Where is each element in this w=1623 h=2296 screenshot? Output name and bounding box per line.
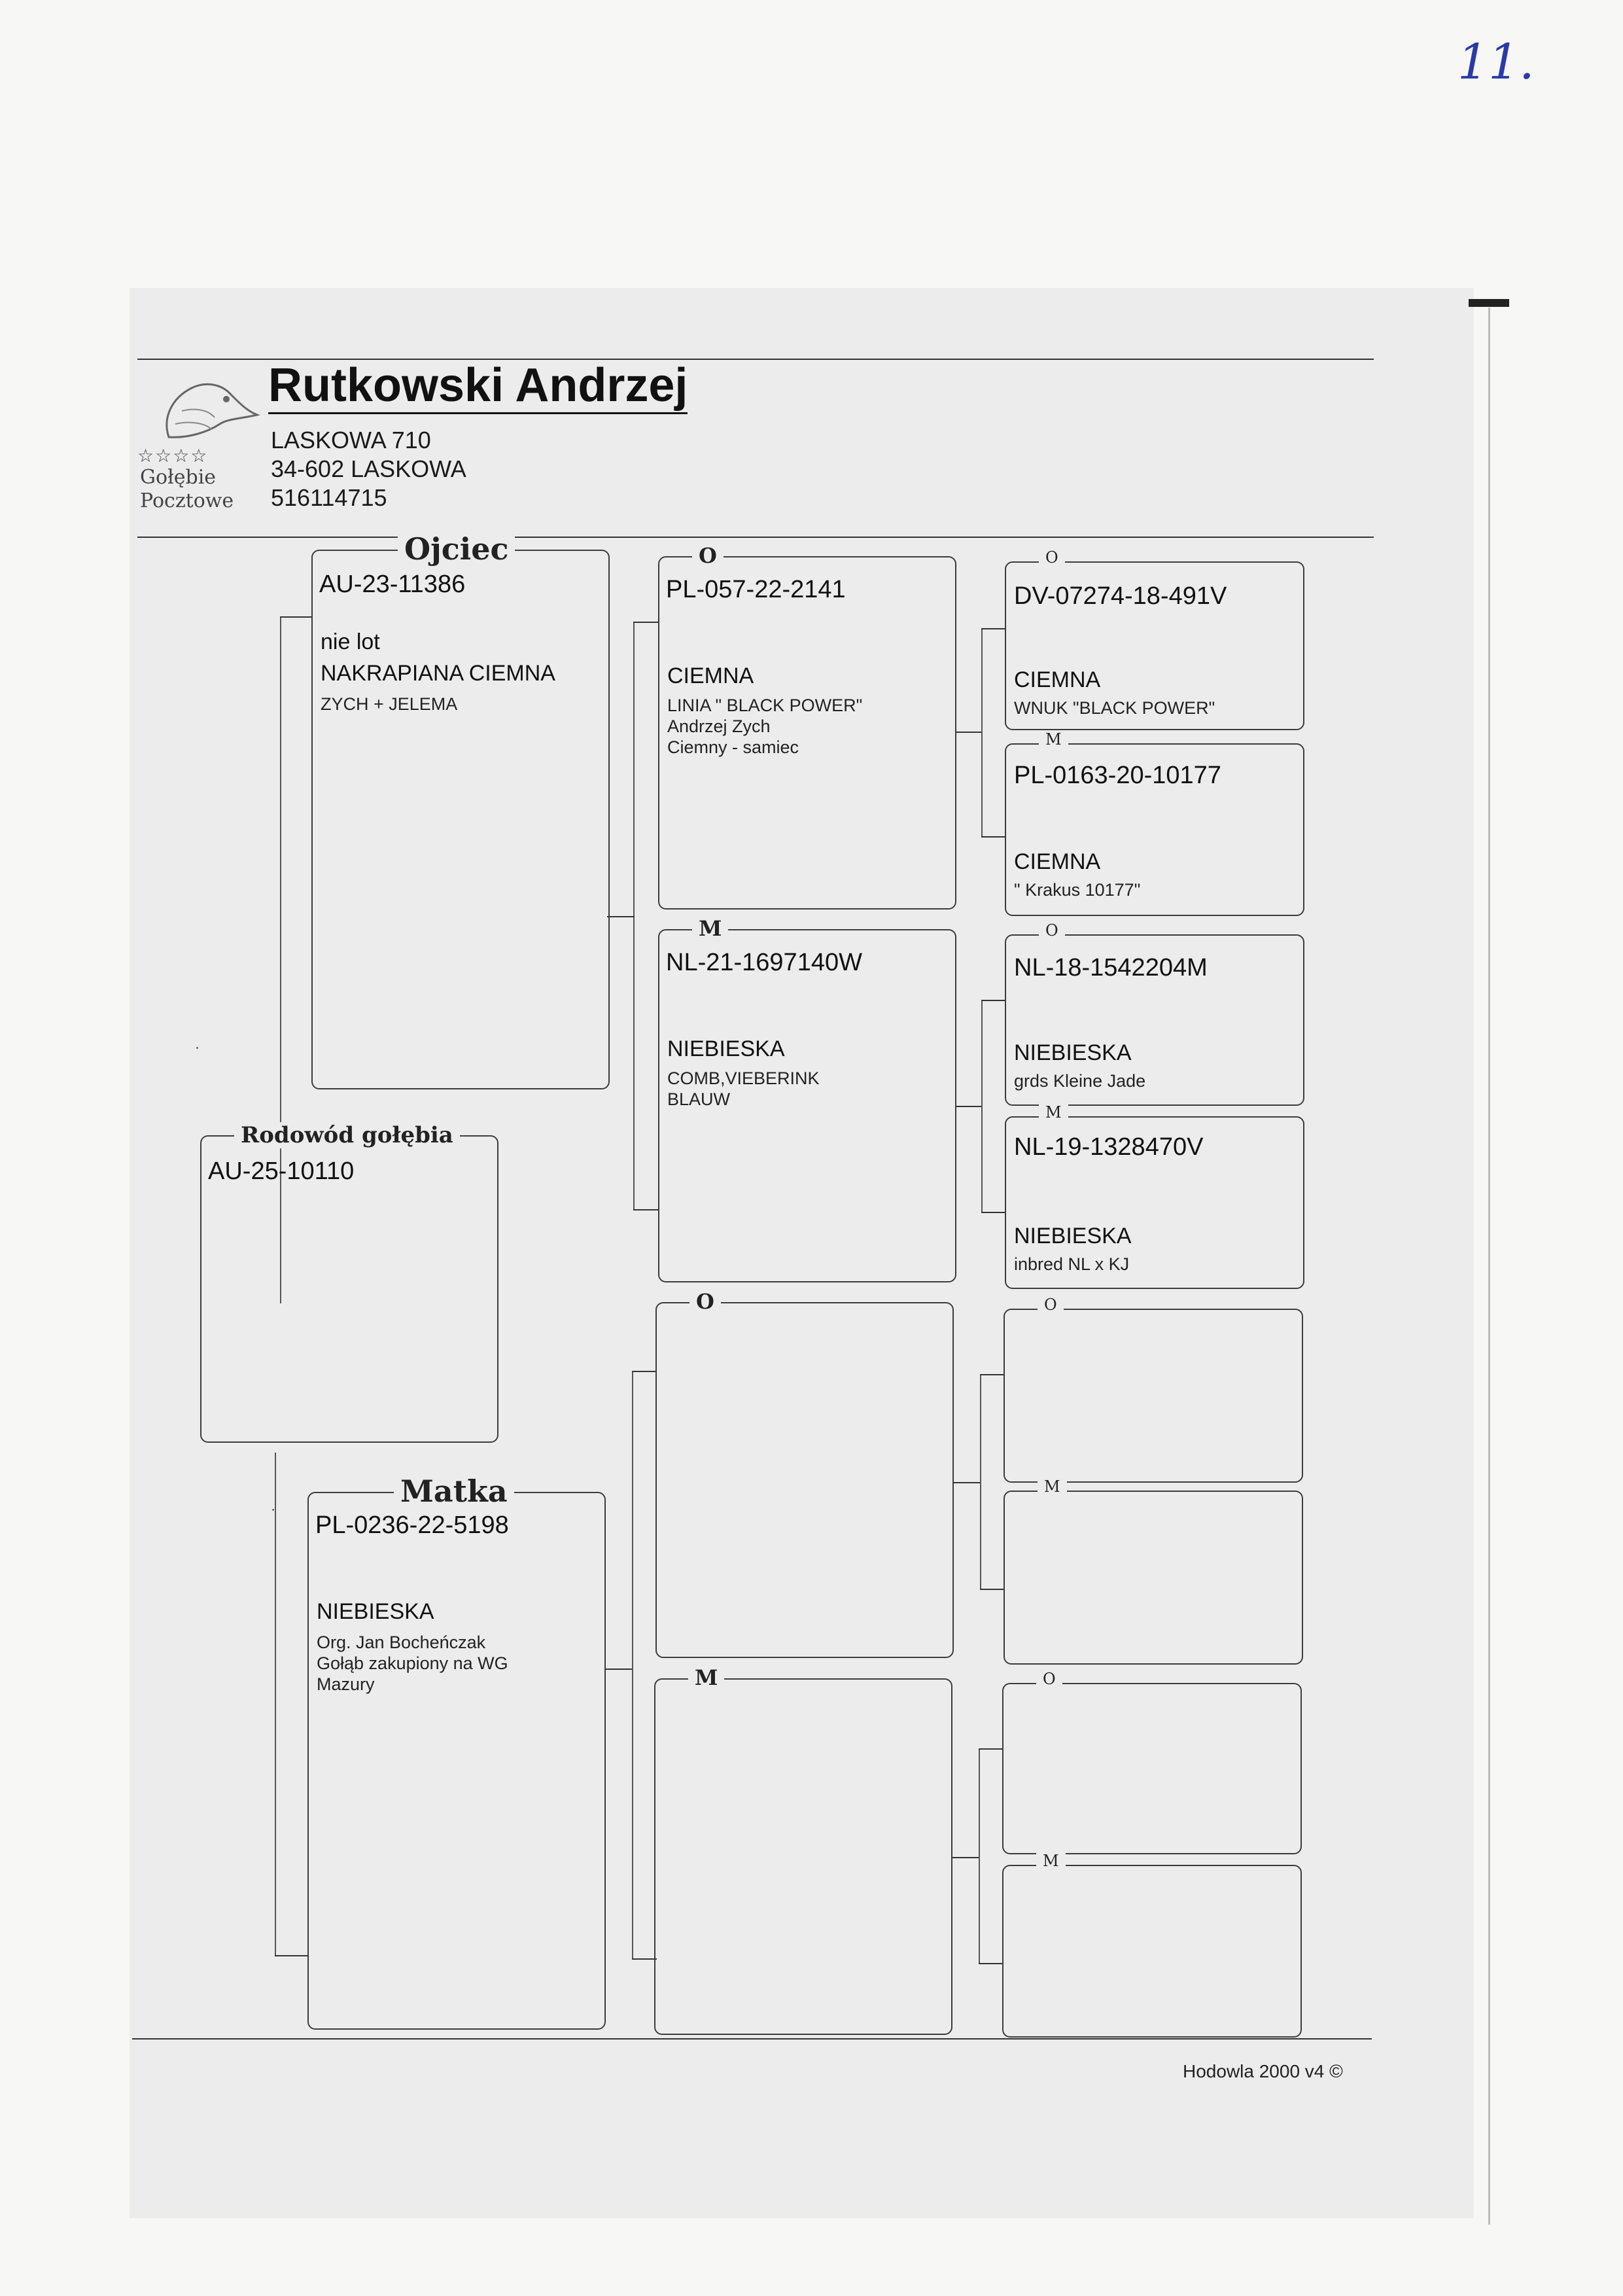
great-grandparent-box-1: [1005, 548, 1304, 730]
great-grandparent-box-5: [1003, 1296, 1303, 1483]
grandparent-box-2-label: M: [692, 916, 728, 941]
grandparent-2-color: NIEBIESKA: [667, 1036, 785, 1061]
great-grandparent-1-ring-number: DV-07274-18-491V: [1014, 582, 1227, 610]
great-grandparent-4-ring-number: NL-19-1328470V: [1014, 1133, 1204, 1161]
grandparent-box-3: [655, 1289, 954, 1658]
great-grandparent-1-notes: WNUK "BLACK POWER": [1014, 698, 1215, 718]
father-box-label: Ojciec: [398, 531, 515, 567]
logo-text-line2: Pocztowe: [140, 489, 234, 512]
footer-rule: [132, 2038, 1372, 2040]
great-grandparent-4-notes: inbred NL x KJ: [1014, 1254, 1130, 1274]
grandparent-1-color: CIEMNA: [667, 663, 754, 688]
scan-speck: [196, 1047, 198, 1049]
grandparent-box-2: [658, 916, 956, 1282]
page-edge-mark: [1469, 299, 1509, 307]
mother-notes: Org. Jan Bocheńczak Gołąb zakupiony na WG Mazury: [317, 1633, 508, 1694]
father-notes: ZYCH + JELEMA: [321, 694, 458, 714]
great-grandparent-3-ring-number: NL-18-1542204M: [1014, 954, 1208, 981]
father-box: [311, 531, 610, 1089]
great-grandparent-2-ring-number: PL-0163-20-10177: [1014, 762, 1221, 789]
grandparent-1-ring-number: PL-057-22-2141: [666, 576, 846, 603]
great-grandparent-box-5-label: O: [1038, 1296, 1064, 1314]
handwritten-page-number: 11.: [1457, 34, 1535, 90]
great-grandparent-box-3: [1005, 921, 1304, 1106]
breeder-name: Rutkowski Andrzej: [268, 359, 688, 414]
subject-box: [200, 1122, 498, 1443]
grandparent-box-4: [654, 1665, 952, 2035]
great-grandparent-box-7-label: O: [1036, 1670, 1062, 1688]
great-grandparent-3-color: NIEBIESKA: [1014, 1040, 1132, 1065]
mother-box-label: Matka: [394, 1474, 514, 1509]
great-grandparent-1-color: CIEMNA: [1014, 667, 1101, 692]
great-grandparent-2-color: CIEMNA: [1014, 849, 1101, 874]
great-grandparent-box-6-label: M: [1038, 1477, 1067, 1496]
header-bottom-rule: [137, 537, 1374, 538]
great-grandparent-2-notes: " Krakus 10177": [1014, 880, 1141, 900]
grandparent-1-notes: LINIA " BLACK POWER" Andrzej Zych Ciemny - samiec: [667, 696, 863, 757]
grandparent-box-1: [658, 543, 956, 910]
mother-box: [307, 1474, 606, 2030]
mother-color: NIEBIESKA: [317, 1599, 434, 1624]
subject-box-label: Rodowód gołębia: [234, 1122, 460, 1148]
mother-ring-number: PL-0236-22-5198: [315, 1511, 509, 1539]
great-grandparent-box-4: [1005, 1103, 1304, 1289]
breeder-address-line1: LASKOWA 710: [271, 427, 431, 453]
great-grandparent-4-color: NIEBIESKA: [1014, 1224, 1132, 1248]
grandparent-2-ring-number: NL-21-1697140W: [666, 949, 862, 976]
logo-stars: ☆☆☆☆: [137, 446, 209, 466]
great-grandparent-3-notes: grds Kleine Jade: [1014, 1071, 1146, 1091]
great-grandparent-box-3-label: O: [1039, 921, 1065, 940]
logo-text-line1: Gołębie: [140, 466, 217, 489]
grandparent-box-1-label: O: [692, 543, 724, 568]
great-grandparent-box-8-label: M: [1036, 1852, 1066, 1870]
great-grandparent-box-6: [1003, 1477, 1303, 1665]
father-flight-status: nie lot: [321, 629, 380, 654]
great-grandparent-box-2-label: M: [1039, 730, 1068, 749]
grandparent-box-4-label: M: [688, 1665, 724, 1690]
software-footer: Hodowla 2000 v4 ©: [1183, 2061, 1343, 2081]
pigeon-logo-icon: [143, 359, 260, 450]
great-grandparent-box-1-label: O: [1039, 548, 1065, 567]
great-grandparent-box-4-label: M: [1039, 1103, 1068, 1122]
great-grandparent-box-7: [1002, 1670, 1302, 1854]
breeder-phone: 516114715: [271, 484, 387, 511]
subject-ring-number: AU-25-10110: [208, 1157, 355, 1185]
breeder-address-line2: 34-602 LASKOWA: [271, 455, 466, 482]
father-ring-number: AU-23-11386: [319, 571, 466, 598]
great-grandparent-box-2: [1005, 730, 1304, 916]
father-color: NAKRAPIANA CIEMNA: [321, 661, 555, 686]
great-grandparent-box-8: [1002, 1852, 1302, 2038]
grandparent-2-notes: COMB,VIEBERINK BLAUW: [667, 1069, 820, 1109]
grandparent-box-3-label: O: [689, 1289, 721, 1314]
page-edge-shadow: [1488, 308, 1490, 2225]
scan-speck: [272, 1509, 274, 1511]
